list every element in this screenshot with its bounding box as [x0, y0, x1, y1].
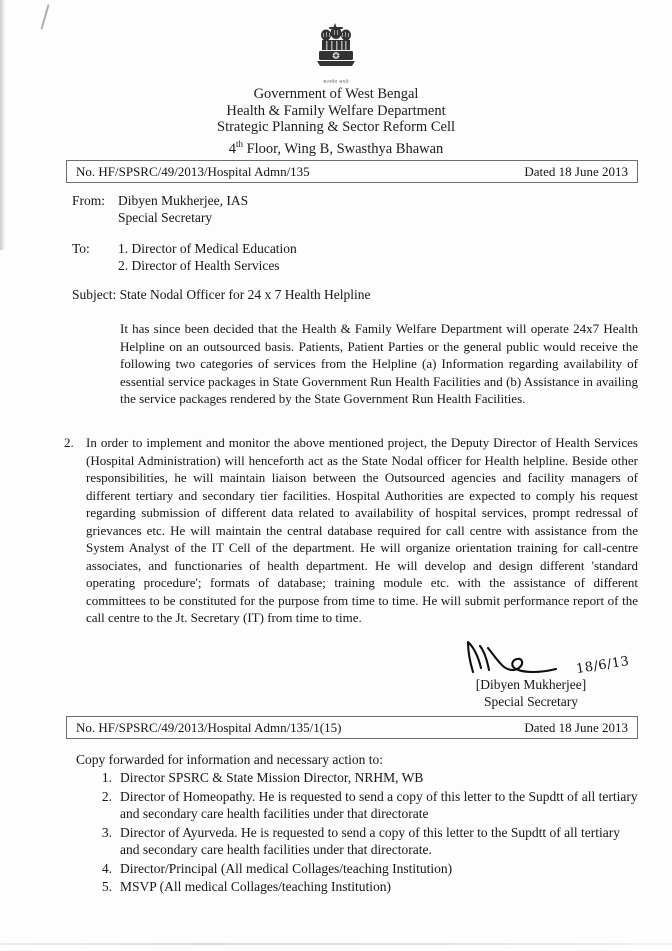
list-item: [88, 878, 638, 896]
list-item-number: 1.: [101, 770, 112, 785]
address-spacer: [72, 226, 297, 240]
handwritten-signature: [426, 636, 636, 680]
reference-number-top: No. HF/SPSRC/49/2013/Hospital Admn/135: [76, 163, 310, 179]
list-item-number: 4.: [101, 860, 112, 876]
to-recipient-1: 1. Director of Medical Education: [118, 241, 297, 256]
from-row: [72, 192, 297, 226]
reference-date-top: Dated 18 June 2013: [524, 163, 628, 179]
body-paragraph-2-number: 2.: [64, 435, 74, 450]
list-item: [88, 824, 638, 859]
reference-bar-top: [66, 160, 638, 183]
from-label: From:: [72, 193, 106, 208]
to-label: To:: [72, 241, 90, 256]
letterhead-line-government: Government of West Bengal: [253, 86, 419, 102]
page-bottom-edge: [0, 943, 672, 945]
list-item: [88, 788, 638, 823]
floor-number: 4: [228, 140, 236, 157]
letterhead-line-department: Health & Family Welfare Department: [226, 102, 446, 119]
signatory-name: [Dibyen Mukherjee]: [475, 677, 587, 692]
reference-bar-bottom: [66, 716, 638, 739]
from-designation: Special Secretary: [118, 210, 213, 225]
reference-number-bottom: No. HF/SPSRC/49/2013/Hospital Admn/135/1(15): [76, 719, 342, 735]
from-name: Dibyen Mukherjee, IAS: [118, 193, 249, 208]
floor-ordinal: th: [235, 138, 243, 149]
national-emblem: [0, 22, 672, 85]
list-item: [88, 769, 638, 787]
body-paragraph-2: [64, 434, 638, 627]
list-item-text: Director SPSRC & State Mission Director, NRHM, WB: [120, 770, 424, 785]
letterhead: [0, 86, 672, 157]
body-paragraph-2-text: In order to implement and monitor the above mentioned project, the Deputy Director of Health Services (Hospital Administration) will henceforth act as the State Nodal officer for Health helpline. Beside other responsibilities, he will maintain liaison between the Outsourced agencies and facility managers of different tertiary and secondary tier facilities. Hospital Authorities are expected to comply his request regarding submission of different data related to availability of hospital services, prompt redressal of grievances etc. He will maintain the central database required for call centre with assistance from the System Analyst of the IT Cell of the department. He will organize orientation training for call-centre associates, and functionaries of health department. He will develop and design different 'standard operating procedure'; formats of database; training module etc. with the assistance of different committees to be constituted for the purpose from time to time. He will submit performance report of the call centre to the Jt. Secretary (IT) from time to time.: [86, 435, 638, 625]
from-values: [118, 192, 248, 226]
to-row: [72, 240, 297, 274]
to-recipient-2: 2. Director of Health Services: [118, 258, 280, 273]
address-block: [72, 192, 297, 274]
copy-forwarded-heading: Copy forwarded for information and necessary action to:: [76, 752, 384, 767]
reference-date-bottom: Dated 18 June 2013: [524, 719, 628, 735]
list-item-number: 5.: [101, 879, 112, 894]
list-item-text: MSVP (All medical Collages/teaching Institution): [120, 879, 391, 894]
signatory-designation: Special Secretary: [483, 694, 579, 709]
list-item-number: 2.: [101, 788, 112, 804]
letterhead-line-address: [0, 136, 672, 157]
to-values: [118, 240, 297, 274]
list-item-text: Director of Homeopathy. He is requested to send a copy of this letter to the Supdtt of all tertiary and secondary care health facilities under that directorate: [120, 788, 638, 821]
list-item-number: 3.: [101, 824, 112, 840]
copy-forwarded-list: [88, 769, 638, 897]
list-item-text: Director of Ayurveda. He is requested to send a copy of this letter to the Supdtt of all tertiary and secondary care health facilities under that directorate.: [120, 824, 620, 857]
emblem-motto: सत्यमेव जयते: [323, 80, 349, 85]
address-text: Floor, Wing B, Swasthya Bhawan: [246, 140, 444, 157]
list-item: [88, 860, 638, 878]
subject-line: Subject: State Nodal Officer for 24 x 7 Health Helpline: [72, 287, 371, 302]
signature-icon: [460, 636, 590, 680]
letterhead-line-cell: Strategic Planning & Sector Reform Cell: [217, 119, 455, 135]
signature-block: [426, 636, 636, 710]
signature-date: 18/6/13: [575, 653, 631, 678]
ashoka-lion-capital-icon: [313, 22, 359, 78]
body-paragraph-1: It has since been decided that the Health & Family Welfare Department will operate 24x7 Health Helpline on an outsourced basis. Patients, Patient Parties or the general public would receive the following two categories of services from the Helpline (a) Information regarding availability of essential service packages in State Government Run Health Facilities and (b) Assistance in availing the service packages rendered by the State Government Run Health Facilities.: [120, 321, 638, 406]
list-item-text: Director/Principal (All medical Collages/teaching Institution): [120, 860, 453, 876]
